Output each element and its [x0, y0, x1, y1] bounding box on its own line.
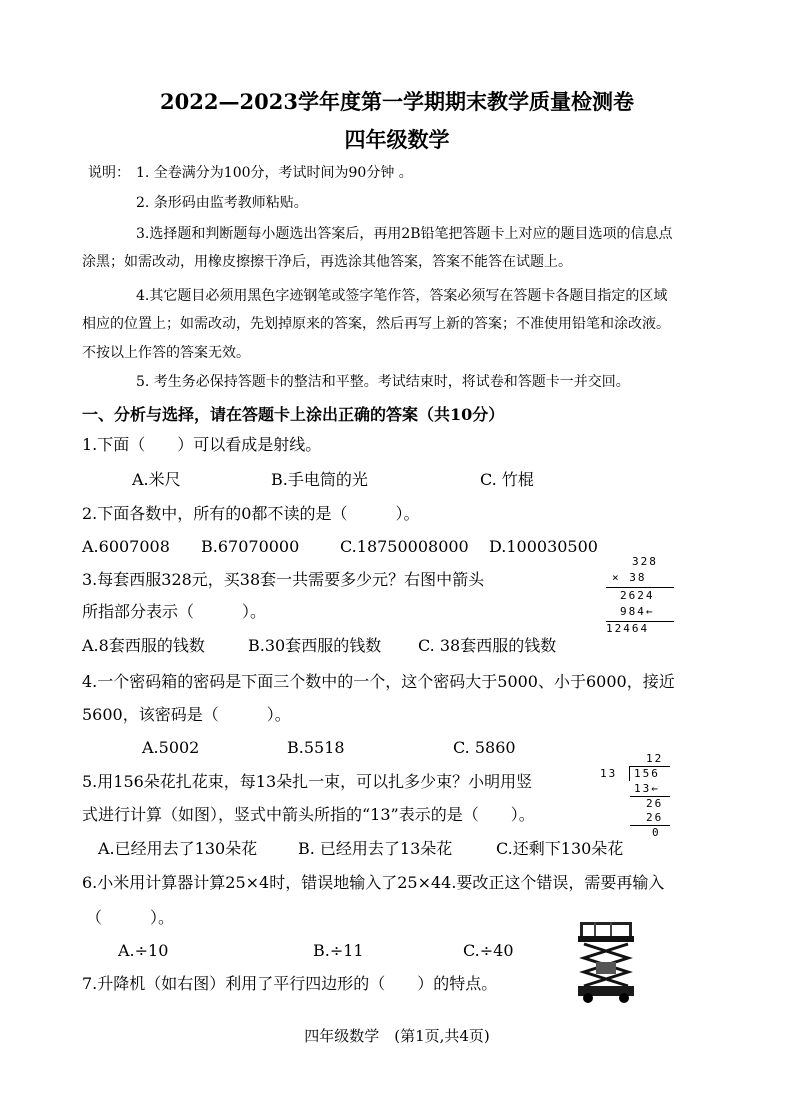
- mult-multiplicand: 328: [632, 555, 658, 568]
- question-3-line1: 3.每套西服328元，买38套一共需要多少元？右图中箭头: [82, 570, 485, 589]
- question-5-line2: 式进行计算（如图），竖式中箭头所指的“13”表示的是（ ）。: [82, 805, 535, 824]
- q3-option-a: A.8套西服的钱数: [82, 636, 205, 655]
- q3-option-c: C. 38套西服的钱数: [418, 636, 557, 655]
- instruction-2: 2. 条形码由监考教师粘贴。: [136, 195, 308, 211]
- section-1-heading: 一、分析与选择，请在答题卡上涂出正确的答案（共10分）: [82, 405, 505, 424]
- div-divisor: 13: [600, 767, 618, 780]
- div-rule-2: [630, 825, 670, 826]
- question-6-line2: （ ）。: [86, 908, 175, 927]
- instructions-lead: 说明：: [88, 165, 130, 181]
- instruction-4b: 相应的位置上；如需改动，先划掉原来的答案，然后再写上新的答案；不准使用铅笔和涂改液。: [82, 316, 670, 332]
- q1-option-c: C. 竹棍: [480, 470, 534, 489]
- instruction-4c: 不按以上作答的答案无效。: [82, 345, 250, 361]
- q6-option-c: C.÷40: [463, 941, 514, 960]
- div-remainder: 0: [652, 826, 661, 839]
- mult-product: 12464: [606, 622, 650, 635]
- question-4-line1: 4.一个密码箱的密码是下面三个数中的一个，这个密码大于5000、小于6000，接近: [82, 672, 675, 691]
- q2-option-c: C.18750008000: [340, 537, 469, 556]
- div-quotient: 12: [646, 752, 664, 765]
- question-4-line2: 5600，该密码是（ ）。: [82, 705, 291, 724]
- q3-option-b: B.30套西服的钱数: [248, 636, 382, 655]
- instruction-3b: 涂黑；如需改动，用橡皮擦擦干净后，再选涂其他答案，答案不能答在试题上。: [82, 254, 572, 270]
- div-step-1: 13←: [634, 782, 660, 795]
- q2-option-a: A.6007008: [82, 537, 170, 556]
- q4-option-a: A.5002: [142, 738, 200, 757]
- question-6-line1: 6.小米用计算器计算25×4时，错误地输入了25×44.要改正这个错误，需要再输入: [82, 873, 665, 892]
- q6-option-a: A.÷10: [118, 941, 169, 960]
- div-dividend: 156: [634, 767, 660, 780]
- question-7: 7.升降机（如右图）利用了平行四边形的（ ）的特点。: [82, 974, 498, 993]
- question-5-line1: 5.用156朵花扎花束，每13朵扎一束，可以扎多少束？小明用竖: [82, 772, 533, 791]
- q1-option-b: B.手电筒的光: [271, 470, 368, 489]
- instruction-3a: 3.选择题和判断题每小题选出答案后，再用2B铅笔把答题卡上对应的题目选项的信息点: [136, 226, 673, 242]
- scissor-lift-image: [574, 918, 638, 1004]
- q5-option-a: A.已经用去了130朵花: [98, 839, 258, 858]
- mult-rule-1: [606, 587, 674, 588]
- q4-option-c: C. 5860: [453, 738, 516, 757]
- mult-partial-2: 984←: [620, 605, 655, 618]
- q5-option-b: B. 已经用去了13朵花: [298, 839, 453, 858]
- instruction-5: 5. 考生务必保持答题卡的整洁和平整。考试结束时，将试卷和答题卡一并交回。: [136, 374, 630, 390]
- div-step-3: 26: [646, 811, 664, 824]
- mult-partial-1: 2624: [620, 589, 655, 602]
- div-step-2: 26: [646, 797, 664, 810]
- page-footer: 四年级数学 (第1页,共4页): [304, 1027, 490, 1045]
- instruction-1: 1. 全卷满分为100分，考试时间为90分钟 。: [136, 165, 413, 181]
- q6-option-b: B.÷11: [313, 941, 364, 960]
- div-bracket: [629, 766, 630, 781]
- mult-multiplier: × 38: [612, 571, 647, 584]
- instruction-4a: 4.其它题目必须用黑色字迹钢笔或签字笔作答，答案必须写在答题卡各题目指定的区域: [136, 288, 668, 304]
- q4-option-b: B.5518: [287, 738, 345, 757]
- question-2: 2.下面各数中，所有的0都不读的是（ ）。: [82, 504, 420, 523]
- question-1: 1.下面（ ）可以看成是射线。: [82, 435, 322, 454]
- q5-option-c: C.还剩下130朵花: [496, 839, 624, 858]
- q1-option-a: A.米尺: [132, 470, 181, 489]
- exam-subtitle: 四年级数学: [344, 127, 450, 152]
- q2-option-d: D.100030500: [489, 537, 598, 556]
- q2-option-b: B.67070000: [201, 537, 300, 556]
- question-3-line2: 所指部分表示（ ）。: [82, 602, 267, 621]
- exam-title: 2022—2023学年度第一学期期末教学质量检测卷: [160, 89, 634, 114]
